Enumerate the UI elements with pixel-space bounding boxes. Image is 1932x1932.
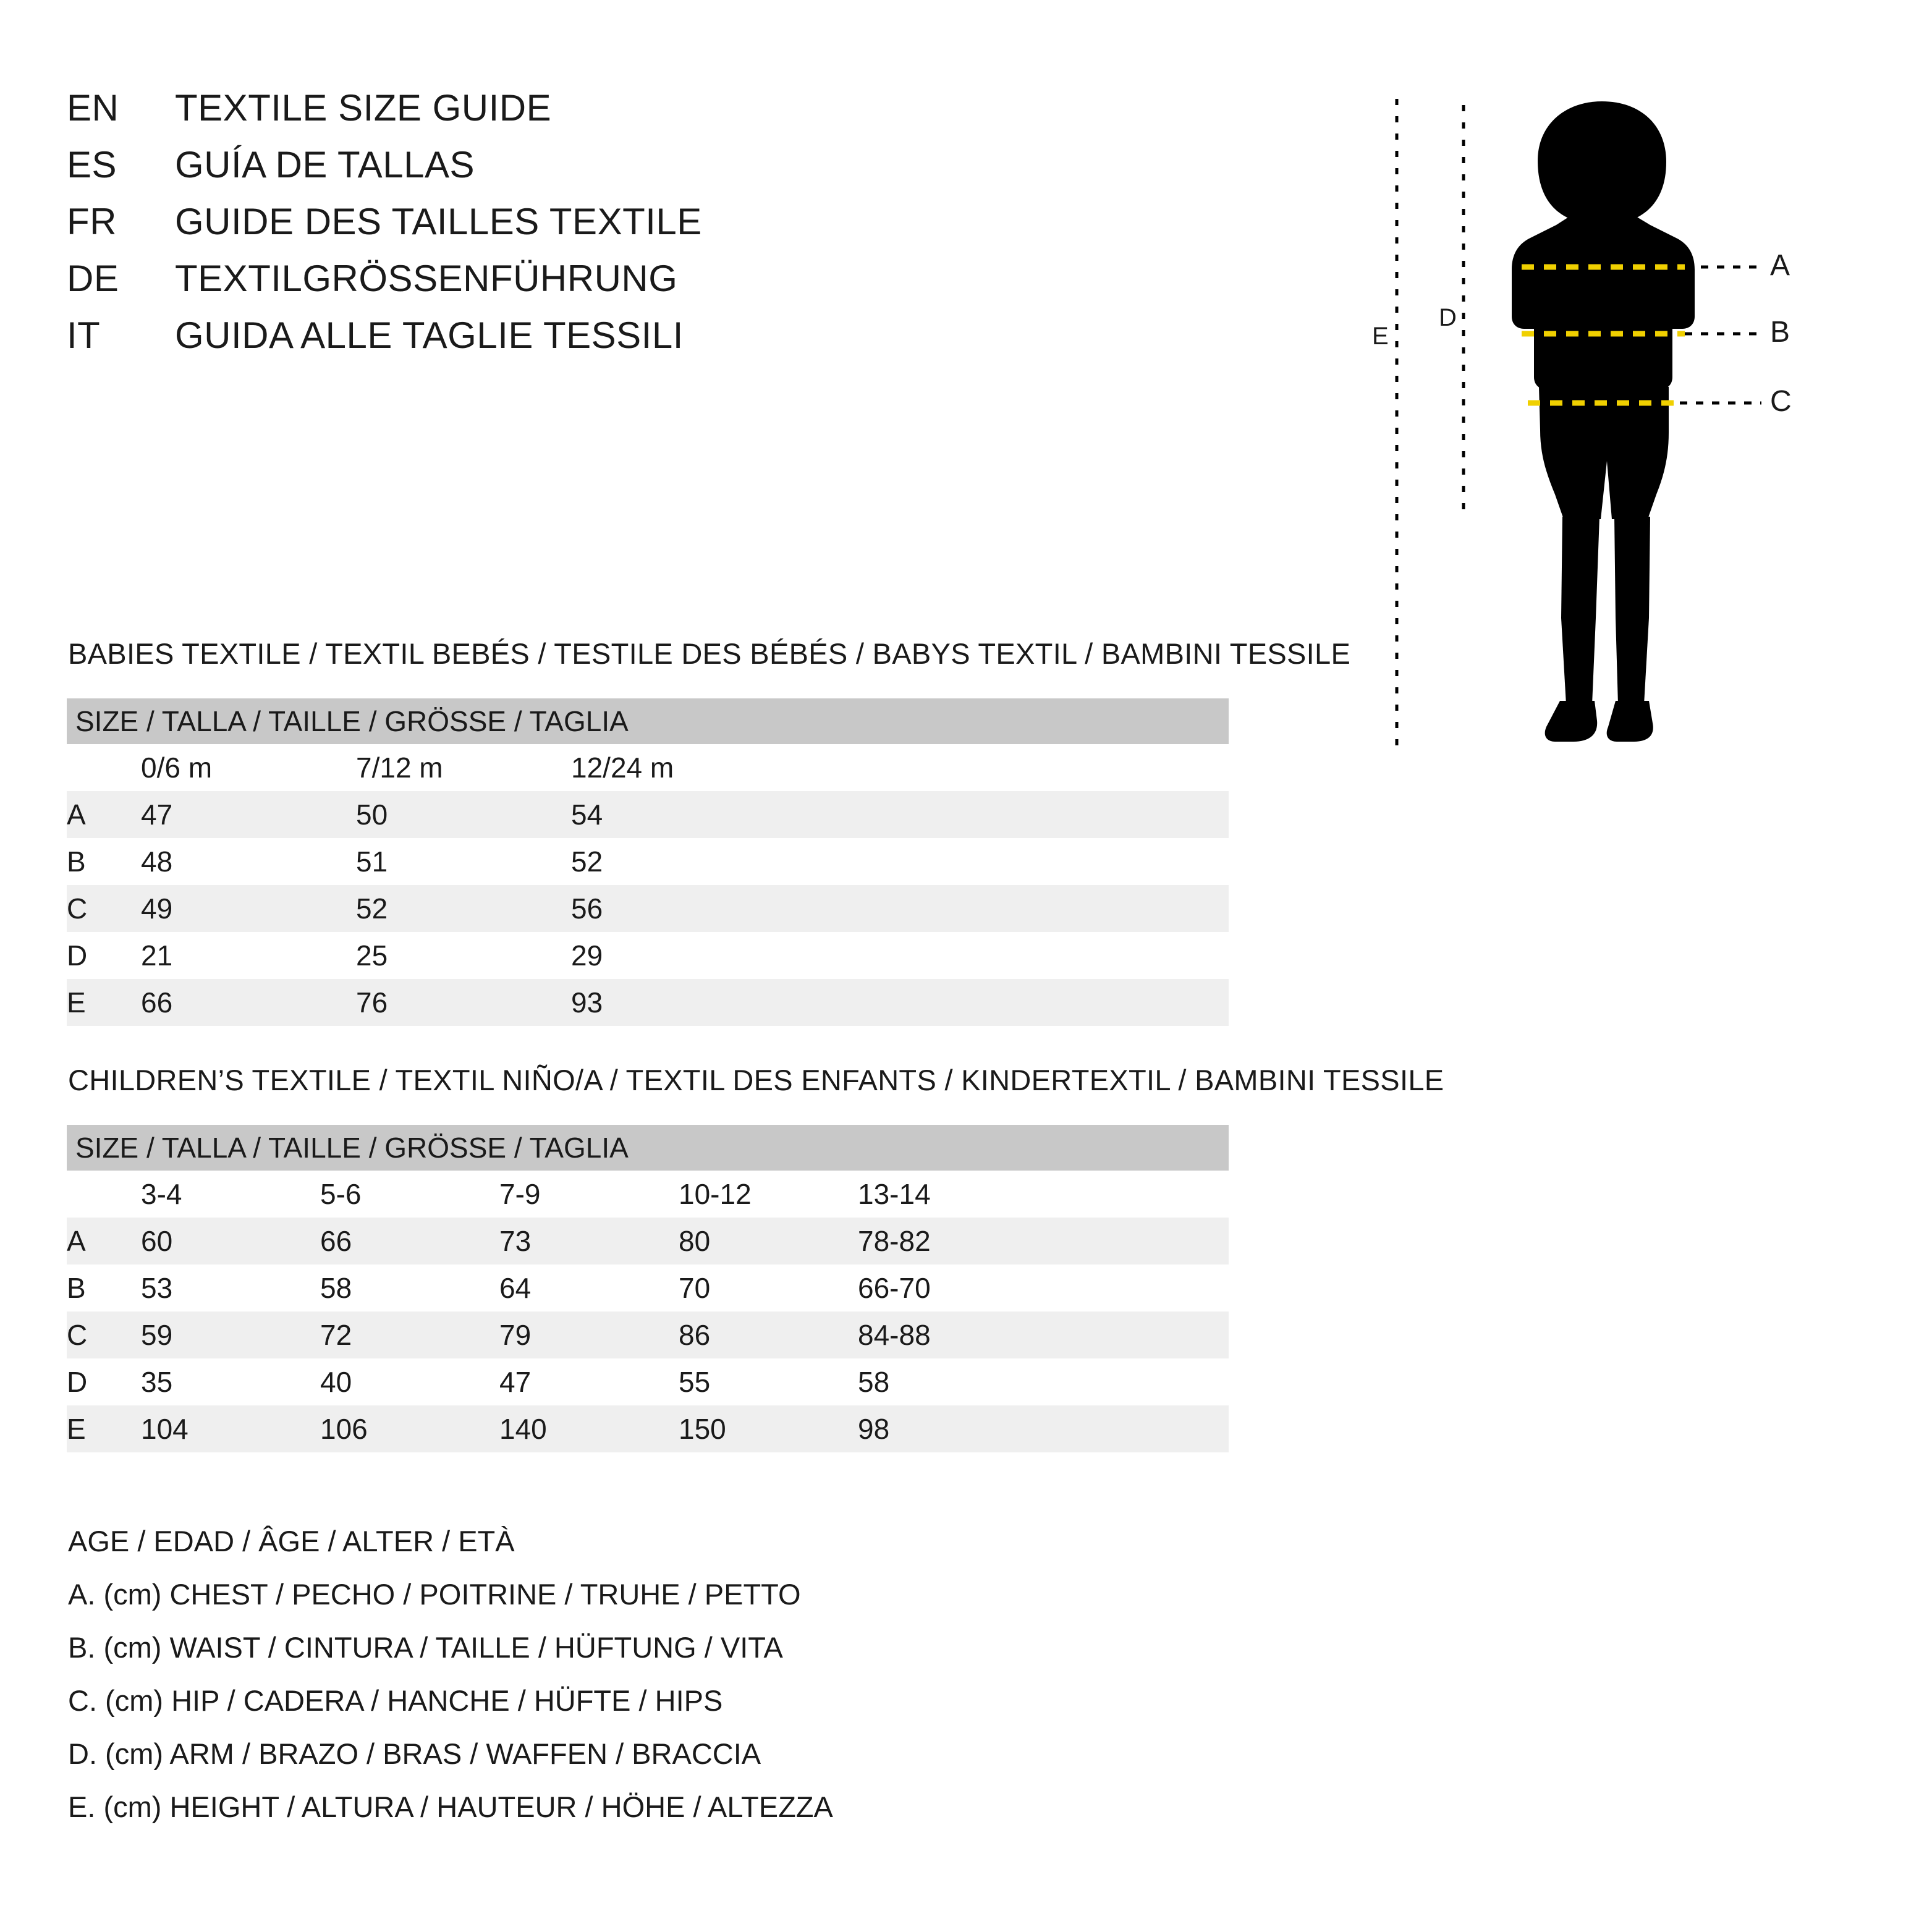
legend-line-age: AGE / EDAD / ÂGE / ALTER / ETÀ	[68, 1525, 515, 1557]
column-header: 3-4	[141, 1171, 320, 1218]
measurement-figure	[1372, 87, 1879, 766]
column-header: 7/12 m	[356, 744, 571, 791]
table-header-label: SIZE / TALLA / TAILLE / GRÖSSE / TAGLIA	[67, 698, 1229, 744]
language-title-list	[67, 87, 1241, 371]
row-value: 150	[679, 1405, 858, 1452]
legend-line-height: E. (cm) HEIGHT / ALTURA / HAUTEUR / HÖHE / ALTEZZA	[68, 1790, 833, 1823]
language-code: DE	[67, 258, 119, 299]
language-title: TEXTILGRÖSSENFÜHRUNG	[175, 258, 678, 299]
row-value: 48	[141, 838, 356, 885]
row-filler	[1037, 1405, 1229, 1452]
row-value: 51	[356, 838, 571, 885]
row-label: C	[67, 1311, 141, 1358]
language-row-it	[67, 314, 1241, 371]
column-corner	[67, 1171, 141, 1218]
row-value: 64	[499, 1265, 679, 1311]
table-row	[67, 1218, 1229, 1265]
table-column-row	[67, 744, 1229, 791]
row-value: 76	[356, 979, 571, 1026]
column-header: 12/24 m	[571, 744, 786, 791]
row-label: B	[67, 838, 141, 885]
row-filler	[786, 979, 1229, 1026]
row-label: E	[67, 979, 141, 1026]
column-filler	[786, 744, 1229, 791]
row-value: 104	[141, 1405, 320, 1452]
row-label: A	[67, 1218, 141, 1265]
row-value: 80	[679, 1218, 858, 1265]
row-value: 35	[141, 1358, 320, 1405]
marker-label-e: E	[1372, 323, 1389, 350]
language-title: GUÍA DE TALLAS	[175, 144, 475, 185]
row-value: 52	[571, 838, 786, 885]
language-row-en	[67, 87, 1241, 143]
row-value: 78-82	[858, 1218, 1037, 1265]
legend-line-hip: C. (cm) HIP / CADERA / HANCHE / HÜFTE / HIPS	[68, 1684, 723, 1717]
language-row-de	[67, 257, 1241, 314]
column-header: 10-12	[679, 1171, 858, 1218]
language-title: GUIDE DES TAILLES TEXTILE	[175, 201, 702, 242]
table-row	[67, 1405, 1229, 1452]
table-row	[67, 838, 1229, 885]
row-value: 53	[141, 1265, 320, 1311]
row-value: 55	[679, 1358, 858, 1405]
row-value: 58	[858, 1358, 1037, 1405]
row-value: 58	[320, 1265, 499, 1311]
table-row	[67, 1265, 1229, 1311]
column-header: 5-6	[320, 1171, 499, 1218]
language-code: FR	[67, 201, 117, 242]
language-row-fr	[67, 200, 1241, 257]
row-filler	[786, 885, 1229, 932]
row-value: 50	[356, 791, 571, 838]
row-value: 72	[320, 1311, 499, 1358]
table-row	[67, 1311, 1229, 1358]
table-column-row	[67, 1171, 1229, 1218]
row-value: 140	[499, 1405, 679, 1452]
marker-label-a: A	[1770, 249, 1790, 282]
row-filler	[1037, 1311, 1229, 1358]
table-row	[67, 885, 1229, 932]
row-label: A	[67, 791, 141, 838]
table-row	[67, 791, 1229, 838]
row-value: 70	[679, 1265, 858, 1311]
language-code: IT	[67, 315, 101, 356]
measurement-legend	[68, 1527, 1489, 1845]
row-filler	[786, 932, 1229, 979]
column-header: 13-14	[858, 1171, 1037, 1218]
row-value: 84-88	[858, 1311, 1037, 1358]
row-value: 86	[679, 1311, 858, 1358]
row-filler	[1037, 1265, 1229, 1311]
row-value: 54	[571, 791, 786, 838]
babies-size-table	[67, 698, 1229, 1026]
row-filler	[1037, 1218, 1229, 1265]
language-title: TEXTILE SIZE GUIDE	[175, 87, 552, 129]
row-filler	[786, 791, 1229, 838]
marker-label-d: D	[1439, 304, 1457, 331]
column-header: 7-9	[499, 1171, 679, 1218]
table-row	[67, 979, 1229, 1026]
row-value: 106	[320, 1405, 499, 1452]
row-value: 60	[141, 1218, 320, 1265]
table-header-row	[67, 698, 1229, 744]
legend-line-waist: B. (cm) WAIST / CINTURA / TAILLE / HÜFTUNG / VITA	[68, 1631, 783, 1664]
row-value: 52	[356, 885, 571, 932]
marker-label-b: B	[1770, 316, 1790, 349]
row-value: 79	[499, 1311, 679, 1358]
children-size-table	[67, 1125, 1229, 1452]
language-code: ES	[67, 144, 117, 185]
row-value: 49	[141, 885, 356, 932]
marker-label-c: C	[1770, 385, 1792, 418]
child-silhouette-icon	[1384, 87, 1879, 766]
column-corner	[67, 744, 141, 791]
row-label: B	[67, 1265, 141, 1311]
row-value: 66	[320, 1218, 499, 1265]
table-row	[67, 932, 1229, 979]
babies-section-title: BABIES TEXTILE / TEXTIL BEBÉS / TESTILE DES BÉBÉS / BABYS TEXTIL / BAMBINI TESSILE	[68, 637, 1351, 670]
row-label: D	[67, 1358, 141, 1405]
language-row-es	[67, 143, 1241, 200]
row-value: 98	[858, 1405, 1037, 1452]
row-value: 25	[356, 932, 571, 979]
row-value: 93	[571, 979, 786, 1026]
row-value: 59	[141, 1311, 320, 1358]
row-value: 47	[499, 1358, 679, 1405]
row-label: C	[67, 885, 141, 932]
table-header-row	[67, 1125, 1229, 1171]
row-value: 73	[499, 1218, 679, 1265]
language-title: GUIDA ALLE TAGLIE TESSILI	[175, 315, 684, 356]
legend-line-chest: A. (cm) CHEST / PECHO / POITRINE / TRUHE / PETTO	[68, 1578, 801, 1611]
row-value: 21	[141, 932, 356, 979]
row-filler	[1037, 1358, 1229, 1405]
row-filler	[786, 838, 1229, 885]
row-value: 66	[141, 979, 356, 1026]
row-value: 29	[571, 932, 786, 979]
row-label: D	[67, 932, 141, 979]
row-value: 40	[320, 1358, 499, 1405]
row-value: 66-70	[858, 1265, 1037, 1311]
table-header-label: SIZE / TALLA / TAILLE / GRÖSSE / TAGLIA	[67, 1125, 1229, 1171]
table-row	[67, 1358, 1229, 1405]
language-code: EN	[67, 87, 119, 129]
row-value: 47	[141, 791, 356, 838]
column-filler	[1037, 1171, 1229, 1218]
children-section-title: CHILDREN’S TEXTILE / TEXTIL NIÑO/A / TEXTIL DES ENFANTS / KINDERTEXTIL / BAMBINI TESSILE	[68, 1064, 1444, 1096]
row-label: E	[67, 1405, 141, 1452]
row-value: 56	[571, 885, 786, 932]
column-header: 0/6 m	[141, 744, 356, 791]
legend-line-arm: D. (cm) ARM / BRAZO / BRAS / WAFFEN / BRACCIA	[68, 1737, 761, 1770]
